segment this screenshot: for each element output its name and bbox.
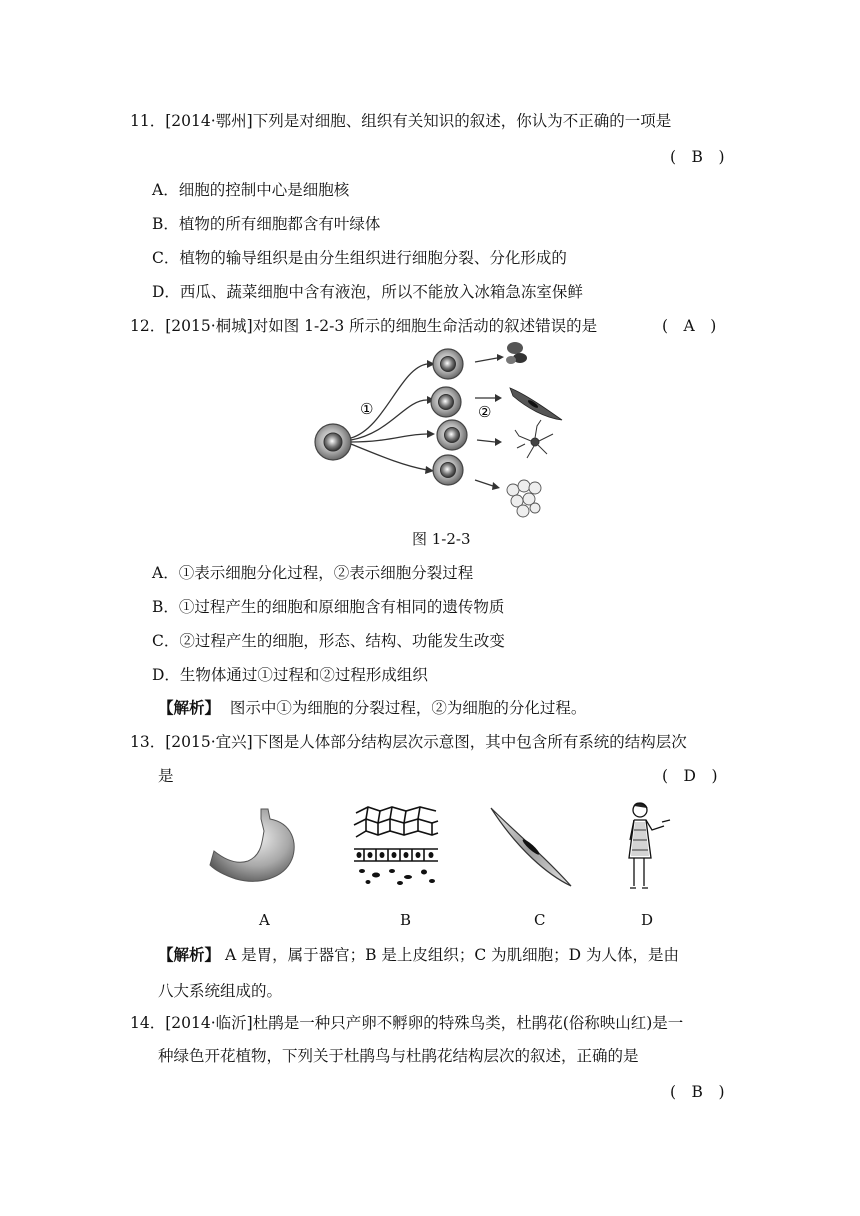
analysis-label: 【解析】: [158, 945, 221, 964]
question-12-option-d: D．生物体通过①过程和②过程形成组织: [152, 666, 428, 684]
question-12-answer: ( A ): [662, 317, 717, 335]
question-11-answer: ( B ): [670, 148, 725, 166]
epithelial-tissue-image: [352, 805, 440, 887]
image-label-c: C: [534, 911, 546, 929]
question-13-stem-line2: 是: [158, 767, 174, 785]
daughter-cell-icon: [437, 420, 467, 450]
question-14-answer: ( B ): [670, 1083, 725, 1101]
question-13-analysis-line2: 八大系统组成的。: [158, 982, 283, 1000]
process-1-mark: ①: [360, 400, 374, 418]
question-13-answer: ( D ): [662, 767, 718, 785]
human-figure-image: [624, 800, 676, 892]
blood-cell-icon: [506, 342, 527, 364]
question-12-stem: 12．[2015·桐城]对如图 1-2-3 所示的细胞生命活动的叙述错误的是: [130, 317, 598, 335]
daughter-cell-icon: [433, 349, 463, 379]
question-12-option-a: A．①表示细胞分化过程，②表示细胞分裂过程: [152, 564, 474, 582]
cell-differentiation-figure: [305, 338, 565, 520]
analysis-text: A 是胃，属于器官；B 是上皮组织；C 为肌细胞；D 为人体，是由: [224, 946, 680, 964]
analysis-text: 图示中①为细胞的分裂过程，②为细胞的分化过程。: [229, 699, 587, 717]
image-label-d: D: [641, 911, 654, 929]
stomach-image: [206, 805, 301, 887]
question-11-option-b: B．植物的所有细胞都含有叶绿体: [152, 215, 381, 233]
image-label-b: B: [400, 911, 412, 929]
question-11-option-a: A．细胞的控制中心是细胞核: [152, 181, 350, 199]
analysis-label: 【解析】: [158, 698, 221, 717]
question-13-stem-line1: 13．[2015·宜兴]下图是人体部分结构层次示意图，其中包含所有系统的结构层次: [130, 733, 687, 751]
nerve-cell-icon: [515, 420, 553, 458]
original-cell-icon: [315, 424, 351, 460]
question-11-option-d: D．西瓜、蔬菜细胞中含有液泡，所以不能放入冰箱急冻室保鲜: [152, 283, 583, 301]
daughter-cell-icon: [431, 387, 461, 417]
question-11-stem: 11．[2014·鄂州]下列是对细胞、组织有关知识的叙述，你认为不正确的一项是: [130, 112, 672, 130]
epithelial-cell-icon: [507, 480, 541, 517]
question-12-option-b: B．①过程产生的细胞和原细胞含有相同的遗传物质: [152, 598, 505, 616]
figure-caption: 图 1-2-3: [412, 530, 471, 548]
question-14-stem-line2: 种绿色开花植物，下列关于杜鹃鸟与杜鹃花结构层次的叙述，正确的是: [158, 1047, 639, 1065]
question-11-option-c: C．植物的输导组织是由分生组织进行细胞分裂、分化形成的: [152, 249, 567, 267]
question-13-analysis-line1: [158, 944, 679, 966]
process-2-mark: ②: [478, 403, 492, 421]
muscle-cell-icon: [510, 388, 562, 420]
muscle-cell-image: [488, 805, 574, 889]
question-12-analysis: [158, 697, 586, 719]
daughter-cell-icon: [433, 455, 463, 485]
question-12-option-c: C．②过程产生的细胞，形态、结构、功能发生改变: [152, 632, 505, 650]
question-14-stem-line1: 14．[2014·临沂]杜鹃是一种只产卵不孵卵的特殊鸟类，杜鹃花(俗称映山红)是一: [130, 1014, 684, 1032]
image-label-a: A: [259, 911, 270, 929]
